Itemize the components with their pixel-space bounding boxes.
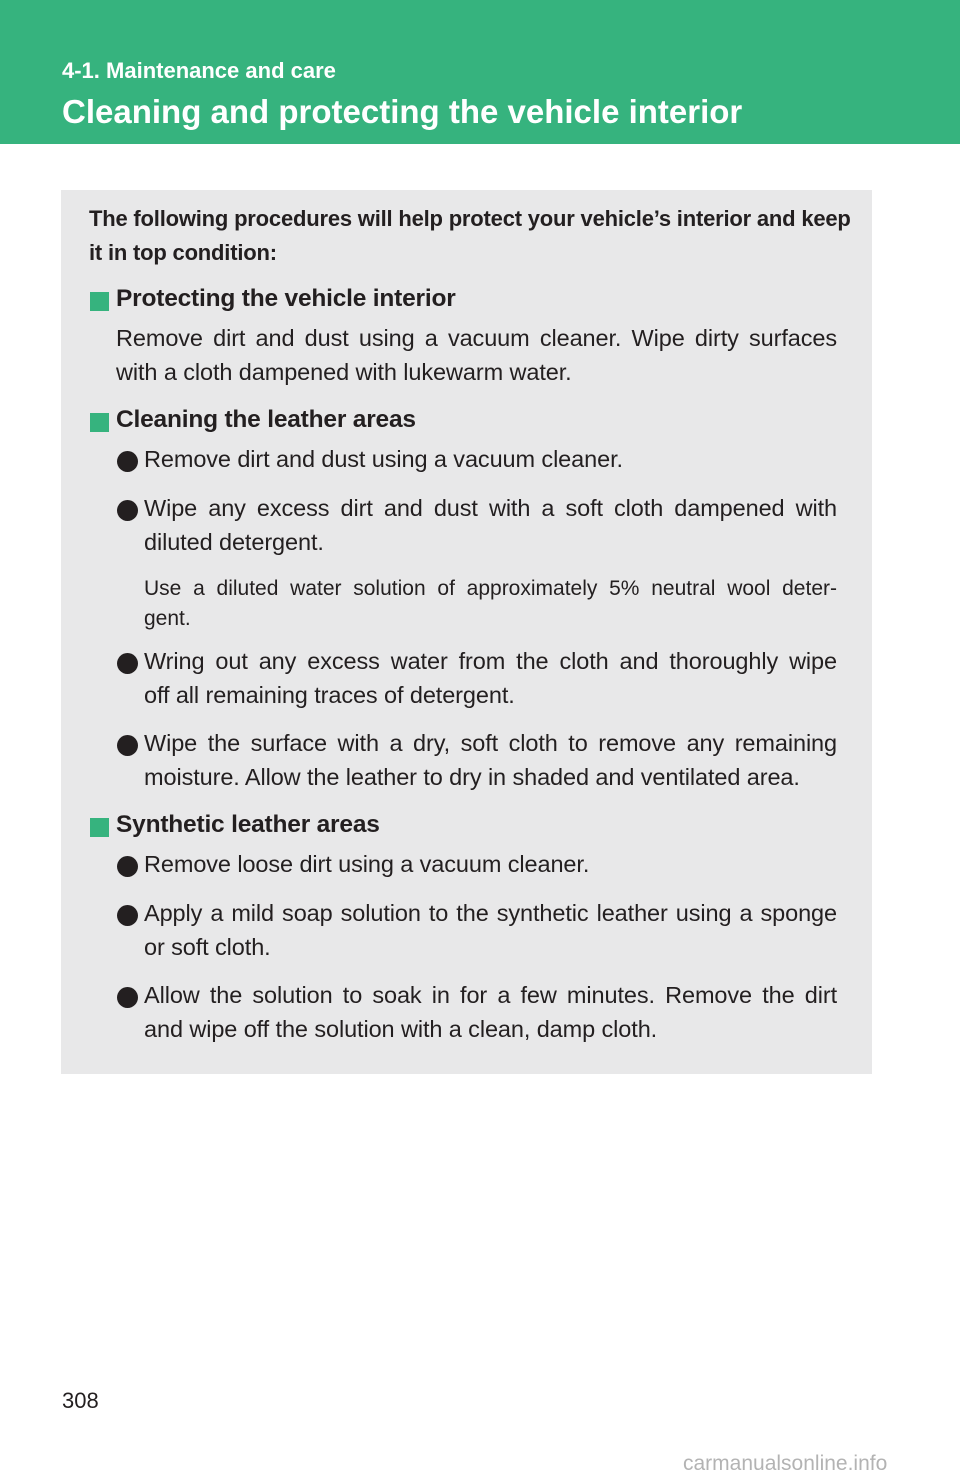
page-number: 308	[62, 1388, 99, 1413]
bullet-text-line: and wipe off the solution with a clean, damp cloth.	[144, 1016, 658, 1042]
bullet-text-line: Remove loose dirt using a vacuum cleaner.	[144, 851, 590, 877]
bullet-text-line: or soft cloth.	[144, 934, 271, 960]
watermark: carmanualsonline.info	[683, 1452, 888, 1475]
bullet-text-line: Apply a mild soap solution to the synthetic leather using a sponge	[144, 900, 837, 926]
section-text-line: Remove dirt and dust using a vacuum cleaner. Wipe dirty surfaces	[116, 325, 837, 351]
intro-line-1: The following procedures will help protect your vehicle’s interior and keep	[89, 206, 851, 231]
section-text-line: with a cloth dampened with lukewarm water.	[116, 359, 572, 385]
section-marker-icon	[90, 292, 109, 311]
section-heading-leather: Cleaning the leather areas	[116, 406, 416, 433]
note-text-line: gent.	[144, 607, 191, 630]
section-label: 4-1. Maintenance and care	[62, 58, 336, 83]
bullet-icon	[117, 987, 138, 1008]
intro-line-2: it in top condition:	[89, 240, 277, 265]
bullet-text-line: Remove dirt and dust using a vacuum cleaner.	[144, 446, 623, 472]
bullet-icon	[117, 905, 138, 926]
bullet-icon	[117, 856, 138, 877]
section-marker-icon	[90, 413, 109, 432]
bullet-icon	[117, 735, 138, 756]
bullet-text-line: off all remaining traces of detergent.	[144, 682, 515, 708]
bullet-text-line: Wring out any excess water from the cloth and thoroughly wipe	[144, 648, 837, 674]
bullet-text-line: Wipe any excess dirt and dust with a soft cloth dampened with	[144, 495, 837, 521]
header-banner	[0, 0, 960, 144]
bullet-icon	[117, 653, 138, 674]
bullet-text-line: Allow the solution to soak in for a few minutes. Remove the dirt	[144, 982, 837, 1008]
bullet-text-line: diluted detergent.	[144, 529, 324, 555]
page-title: Cleaning and protecting the vehicle interior	[62, 93, 743, 130]
section-heading-protecting: Protecting the vehicle interior	[116, 285, 456, 312]
section-heading-synthetic: Synthetic leather areas	[116, 811, 380, 838]
bullet-icon	[117, 451, 138, 472]
bullet-text-line: moisture. Allow the leather to dry in shaded and ventilated area.	[144, 764, 800, 790]
bullet-text-line: Wipe the surface with a dry, soft cloth to remove any remaining	[144, 730, 837, 756]
section-marker-icon	[90, 818, 109, 837]
bullet-icon	[117, 500, 138, 521]
note-text-line: Use a diluted water solution of approximately 5% neutral wool deter-	[144, 577, 837, 600]
